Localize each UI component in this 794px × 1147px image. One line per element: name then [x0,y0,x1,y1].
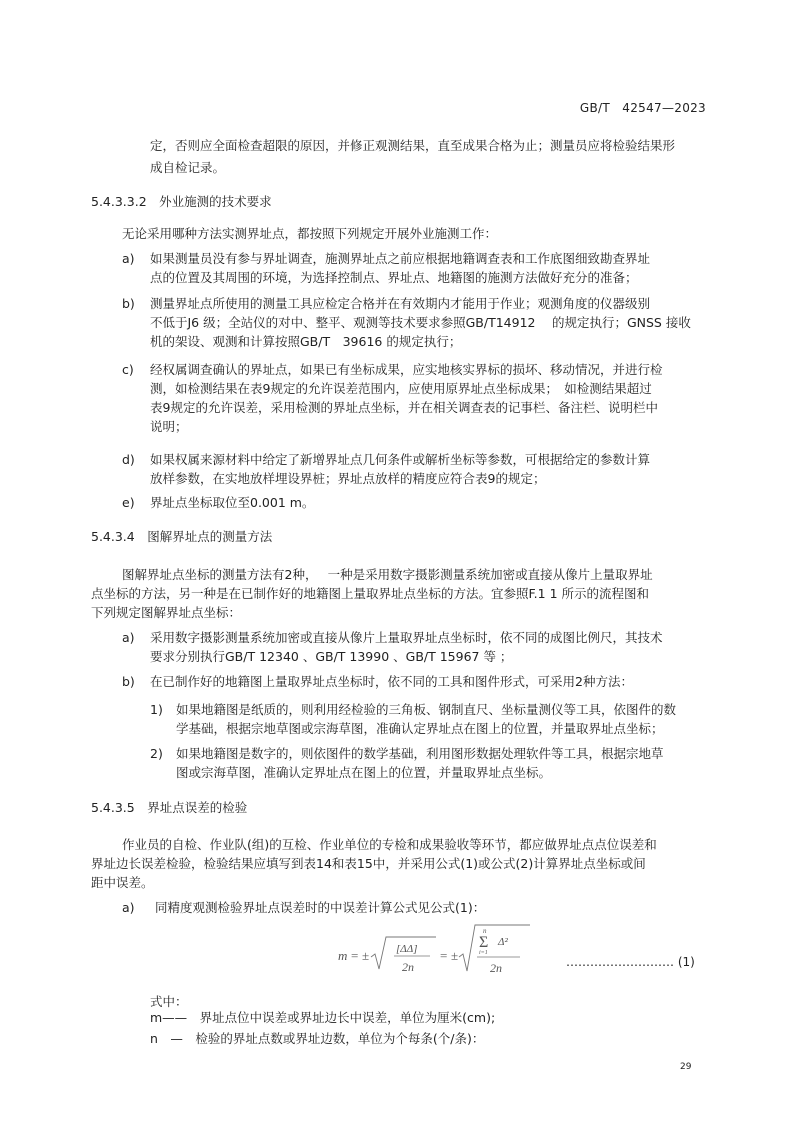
text-line: 无论采用哪种方法实测界址点，都按照下列规定开展外业施测工作： [122,226,498,241]
text-line: 式中： [150,994,188,1009]
text-line: 图解界址点坐标的测量方法有2种， 一种是采用数字摄影测量系统加密或直接从像片上量取界址 [122,567,653,582]
text-line: 图或宗海草图，准确认定界址点在图上的位置，并量取界址点坐标。 [176,765,552,780]
text-line: 界址边长误差检验，检验结果应填写到表14和表15中，并采用公式(1)或公式(2)计算界址点坐标或间 [91,856,646,871]
text-line: 如果地籍图是纸质的，则利用经检验的三角板、钢制直尺、坐标量测仪等工具，依图件的数 [176,702,677,717]
text-line: 要求分别执行GB/T 12340 、GB/T 13990 、GB/T 15967 等 ； [150,649,513,664]
text-line: 作业员的自检、作业队(组)的互检、作业单位的专检和成果验收等环节，都应做界址点点位误差和 [122,837,657,852]
formula-sum-bottom: i=1 [479,950,488,956]
text-line: 5.4.3.3.2 外业施测的技术要求 [91,194,272,209]
page-header: GB/T 42547—2023 [579,101,706,115]
text-line: e) [122,495,135,510]
text-line: a) [122,900,135,915]
text-line: 点坐标的方法，另一种是在已制作好的地籍图上量取界址点坐标的方法。宜参照F.1 1 所示的流程图和 [91,586,650,601]
text-line: c) [122,362,134,377]
text-line: 学基础，根据宗地草图或宗海草图，准确认定界址点在图上的位置，并量取界址点坐标； [176,721,664,736]
formula-m: m [338,948,348,963]
formula-equals-2: = [440,948,448,963]
text-line: 机的架设、观测和计算按照GB/T 39616 的规定执行； [150,334,462,349]
standard-error-formula [338,923,538,979]
text-line: 不低于J6 级；全站仪的对中、整平、观测等技术要求参照GB/T14912 的规定执行；GNSS 接收 [150,315,691,330]
text-line: 点的位置及其周围的环境，为选择控制点、界址点、地籍图的施测方法做好充分的准备； [150,270,638,285]
text-line: b) [122,296,135,311]
formula-sum: Σ [479,934,489,951]
formula-pm-2: ± [451,948,459,963]
text-line: 如果地籍图是数字的，则依图件的数学基础，利用图形数据处理软件等工具，根据宗地草 [176,746,664,761]
formula-equals-1: = [351,948,359,963]
text-line: 下列规定图解界址点坐标： [91,605,242,620]
formula-denominator-1: 2n [402,960,414,974]
text-line: d) [122,452,135,467]
text-line: a) [122,630,135,645]
text-line: a) [122,251,135,266]
text-line: 如果权属来源材料中给定了新增界址点几何条件或解析坐标等参数，可根据给定的参数计算 [150,452,651,467]
equation-number: ……………………… (1) [566,955,695,969]
text-line: 如果测量员没有参与界址调查，施测界址点之前应根据地籍调查表和工作底图细致勘查界址 [150,251,651,266]
text-line: 界址点坐标取位至0.001 m。 [150,495,315,510]
text-line: b) [122,674,135,689]
text-line: 距中误差。 [91,875,154,890]
formula-numerator-1: [ΔΔ] [396,943,418,955]
text-line: 5.4.3.5 界址点误差的检验 [91,800,248,815]
text-line: n — 检验的界址点数或界址边数，单位为个每条(个/条)： [150,1031,485,1046]
text-line: 表9规定的允许误差，采用检测的界址点坐标，并在相关调查表的记事栏、备注栏、说明栏中 [150,400,658,415]
text-line: 定，否则应全面检查超限的原因，并修正观测结果，直至成果合格为止；测量员应将检验结果形 [150,138,676,153]
formula-numerator-2: Δ² [498,936,508,948]
text-line: 采用数字摄影测量系统加密或直接从像片上量取界址点坐标时，依不同的成图比例尺，其技术 [150,630,663,645]
text-line: 测量界址点所使用的测量工具应检定合格并在有效期内才能用于作业；观测角度的仪器级别 [150,296,651,311]
formula-pm-1: ± [362,948,370,963]
formula-denominator-2: 2n [490,961,502,975]
formula-sum-top: n [483,927,487,935]
text-line: 放样参数，在实地放样埋设界桩；界址点放样的精度应符合表9的规定； [150,471,546,486]
text-line: 2) [150,746,163,761]
text-line: 成自检记录。 [150,160,226,175]
page-number: 29 [680,1062,692,1072]
text-line: 测，如检测结果在表9规定的允许误差范围内，应使用原界址点坐标成果； 如检测结果超过 [150,381,652,396]
text-line: 经权属调查确认的界址点，如果已有坐标成果，应实地核实界标的损坏、移动情况，并进行检 [150,362,663,377]
text-line: 5.4.3.4 图解界址点的测量方法 [91,529,273,544]
text-line: 说明； [150,419,188,434]
text-line: 同精度观测检验界址点误差时的中误差计算公式见公式(1)： [155,900,486,915]
text-line: 1) [150,702,163,717]
text-line: m—— 界址点位中误差或界址边长中误差，单位为厘米(cm); [150,1010,496,1025]
text-line: 在已制作好的地籍图上量取界址点坐标时，依不同的工具和图件形式，可采用2种方法： [150,674,633,689]
